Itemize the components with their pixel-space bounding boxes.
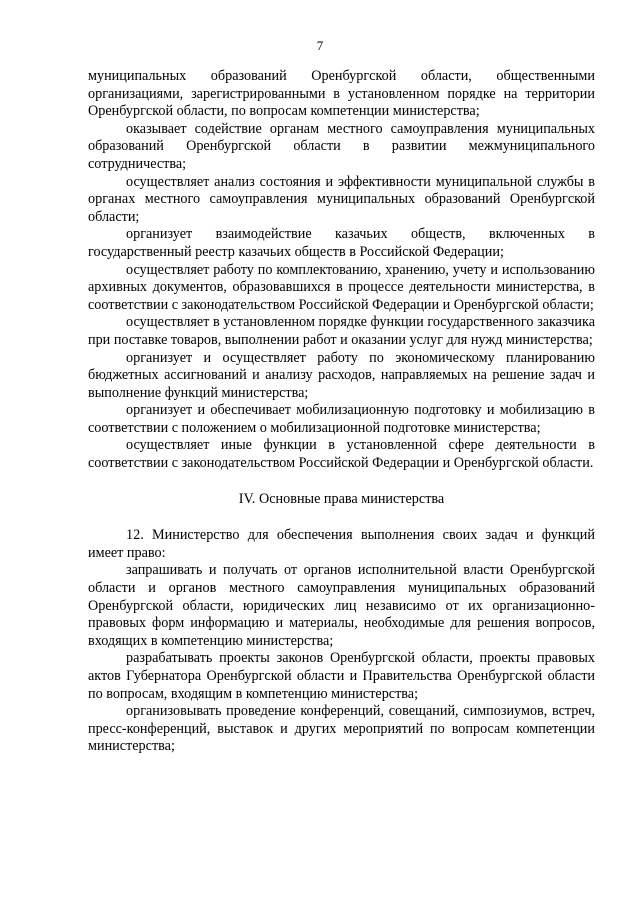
paragraph: организует и осуществляет работу по экономическому планированию бюджетных ассигнований и анализу расходов, направляемых на решение задач и выполнение функций министерства; — [88, 349, 595, 401]
paragraph: разрабатывать проекты законов Оренбургской области, проекты правовых актов Губернатора Оренбургской области и Правительства Оренбургской области по вопросам, входящим в компетенцию министерства; — [88, 650, 595, 702]
functions-list — [88, 68, 595, 473]
section-heading: IV. Основные права министерства — [238, 490, 445, 507]
document-body — [88, 68, 595, 756]
paragraph: 12. Министерство для обеспечения выполнения своих задач и функций имеет право: — [88, 527, 595, 561]
paragraph: организовывать проведение конференций, совещаний, симпозиумов, встреч, пресс-конференций, выставок и других мероприятий по вопросам компетенции министерства; — [88, 703, 595, 755]
paragraph: оказывает содействие органам местного самоуправления муниципальных образований Оренбургской области в развитии межмуниципального сотрудничества; — [88, 120, 595, 172]
paragraph: осуществляет в установленном порядке функции государственного заказчика при поставке товаров, выполнении работ и оказании услуг для нужд министерства; — [88, 314, 595, 348]
rights-list — [88, 527, 595, 756]
paragraph: осуществляет работу по комплектованию, хранению, учету и использованию архивных документов, образовавшихся в процессе деятельности министерства, в соответствии с законодательством Российской Федерации и Оренбургской области; — [88, 261, 595, 313]
paragraph: осуществляет анализ состояния и эффективности муниципальной службы в органах местного самоуправления муниципальных образований Оренбургской области; — [88, 173, 595, 225]
paragraph: запрашивать и получать от органов исполнительной власти Оренбургской области и органов местного самоуправления муниципальных образований Оренбургской области, юридических лиц независимо от их организационно-правовых форм информацию и материалы, необходимые для решения вопросов, входящих в компетенцию министерства; — [88, 562, 595, 649]
paragraph: муниципальных образований Оренбургской области, общественными организациями, зарегистрированными в установленном порядке на территории Оренбургской области, по вопросам компетенции министерства; — [88, 68, 595, 120]
paragraph: осуществляет иные функции в установленной сфере деятельности в соответствии с законодательством Российской Федерации и Оренбургской области. — [88, 437, 595, 472]
paragraph: организует и обеспечивает мобилизационную подготовку и мобилизацию в соответствии с положением о мобилизационной подготовке министерства; — [88, 402, 595, 436]
paragraph: организует взаимодействие казачьих обществ, включенных в государственный реестр казачьих обществ в Российской Федерации; — [88, 226, 595, 260]
page-number: 7 — [316, 38, 324, 53]
